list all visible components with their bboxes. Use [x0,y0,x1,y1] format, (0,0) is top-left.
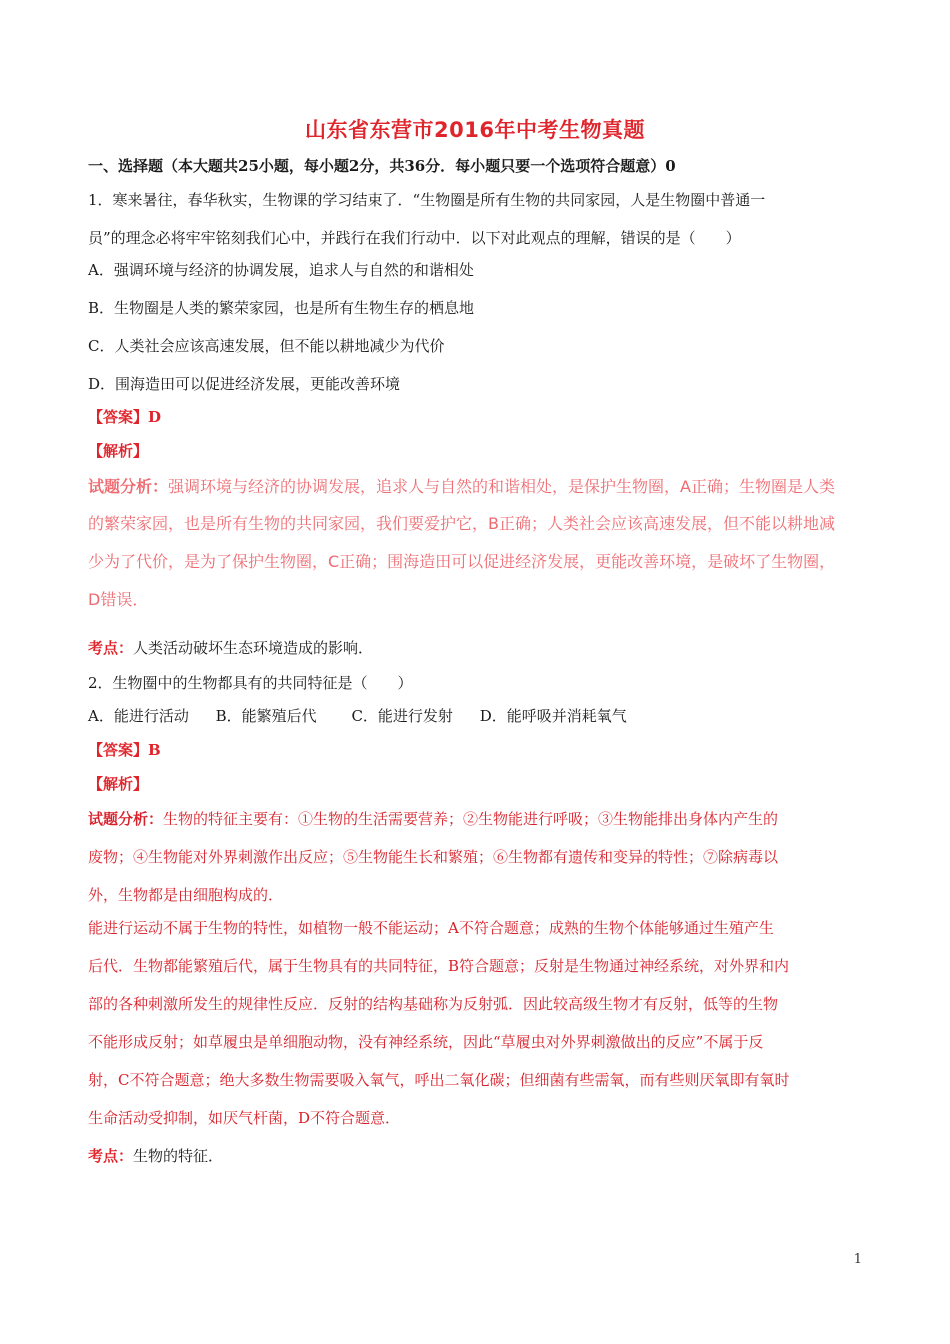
q1-analysis-line3: 少为了代价，是为了保护生物圈，C正确；围海造田可以促进经济发展，更能改善环境，是破坏了生物圈， [88,552,836,571]
q2-knowledge-point [88,1146,878,1166]
q2-analysis-label: 【解析】 [88,775,149,793]
q1-answer-value: D [148,408,162,426]
q1-stem-line2: 员”的理念必将牢牢铭刻我们心中，并践行在我们行动中．以下对此观点的理解，错误的是（ ） [88,229,741,247]
page-title: 山东省东营市2016年中考生物真题 [305,118,645,142]
q1-analysis-line4: D错误． [88,590,149,609]
page-number: 1 [853,1252,862,1267]
q1-analysis-prefix: 试题分析： [88,477,169,496]
q1-kp-label: 考点： [88,639,134,657]
q2-stem: 2．生物圈中的生物都具有的共同特征是（ ） [88,674,413,692]
q1-analysis-line2: 的繁荣家园，也是所有生物的共同家园，我们要爱护它，B正确；人类社会应该高速发展，但不能以耕地减 [88,514,835,533]
q2-analysis-line8: 射，C不符合题意；绝大多数生物需要吸入氧气，呼出二氧化碳；但细菌有些需氧，而有些则厌氧即有氧时 [88,1071,790,1089]
q2-kp-text: 生物的特征． [133,1147,224,1165]
q1-answer [88,407,878,427]
q1-kp-text: 人类活动破坏生态环境造成的影响． [133,639,374,657]
q2-option-d: D．能呼吸并消耗氧气 [479,707,627,725]
q2-analysis-line3: 外，生物都是由细胞构成的． [88,886,284,904]
q1-knowledge-point [88,638,878,658]
q1-analysis-label: 【解析】 [88,442,149,460]
q1-option-c: C．人类社会应该高速发展，但不能以耕地减少为代价 [88,337,445,355]
q2-options [88,706,878,726]
q2-answer-value: B [148,741,161,759]
q2-analysis-line4: 能进行运动不属于生物的特性，如植物一般不能运动；A不符合题意；成熟的生物个体能够通过生殖产生 [88,919,774,937]
q2-analysis-prefix: 试题分析： [88,810,164,828]
q2-option-c: C．能进行发射 [351,707,453,725]
q1-analysis-text1: 强调环境与经济的协调发展，追求人与自然的和谐相处，是保护生物圈，A正确；生物圈是人类 [168,477,835,496]
q1-answer-label: 【答案】 [88,408,149,426]
q1-option-d: D．围海造田可以促进经济发展，更能改善环境 [88,375,401,393]
q2-option-a: A．能进行活动 [88,707,189,725]
q2-analysis-line9: 生命活动受抑制，如厌气杆菌，D不符合题意． [88,1109,401,1127]
q1-analysis-line1 [88,477,878,497]
section-heading: 一、选择题（本大题共25小题，每小题2分，共36分．每小题只要一个选项符合题意）0 [88,157,676,175]
q2-kp-label: 考点： [88,1147,134,1165]
q2-analysis-line7: 不能形成反射；如草履虫是单细胞动物，没有神经系统，因此“草履虫对外界刺激做出的反应”不属于反 [88,1033,764,1051]
q2-analysis-line1 [88,809,878,829]
q1-option-b: B．生物圈是人类的繁荣家园，也是所有生物生存的栖息地 [88,299,475,317]
q2-answer-label: 【答案】 [88,741,149,759]
q2-option-b: B．能繁殖后代 [215,707,317,725]
q2-analysis-line6: 部的各种刺激所发生的规律性反应．反射的结构基础称为反射弧．因此较高级生物才有反射，低等的生物 [88,995,779,1013]
q2-analysis-line5: 后代．生物都能繁殖后代，属于生物具有的共同特征，B符合题意；反射是生物通过神经系统，对外界和内 [88,957,790,975]
q1-stem-line1: 1．寒来暑往，春华秋实，生物课的学习结束了．“生物圈是所有生物的共同家园，人是生物圈中普通一 [88,191,766,209]
q2-answer [88,740,878,760]
q2-analysis-line2: 废物；④生物能对外界刺激作出反应；⑤生物能生长和繁殖；⑥生物都有遗传和变异的特性；⑦除病毒以 [88,848,779,866]
q2-analysis-text1: 生物的特征主要有：①生物的生活需要营养；②生物能进行呼吸；③生物能排出身体内产生的 [163,810,779,828]
q1-option-a: A．强调环境与经济的协调发展，追求人与自然的和谐相处 [88,261,474,279]
